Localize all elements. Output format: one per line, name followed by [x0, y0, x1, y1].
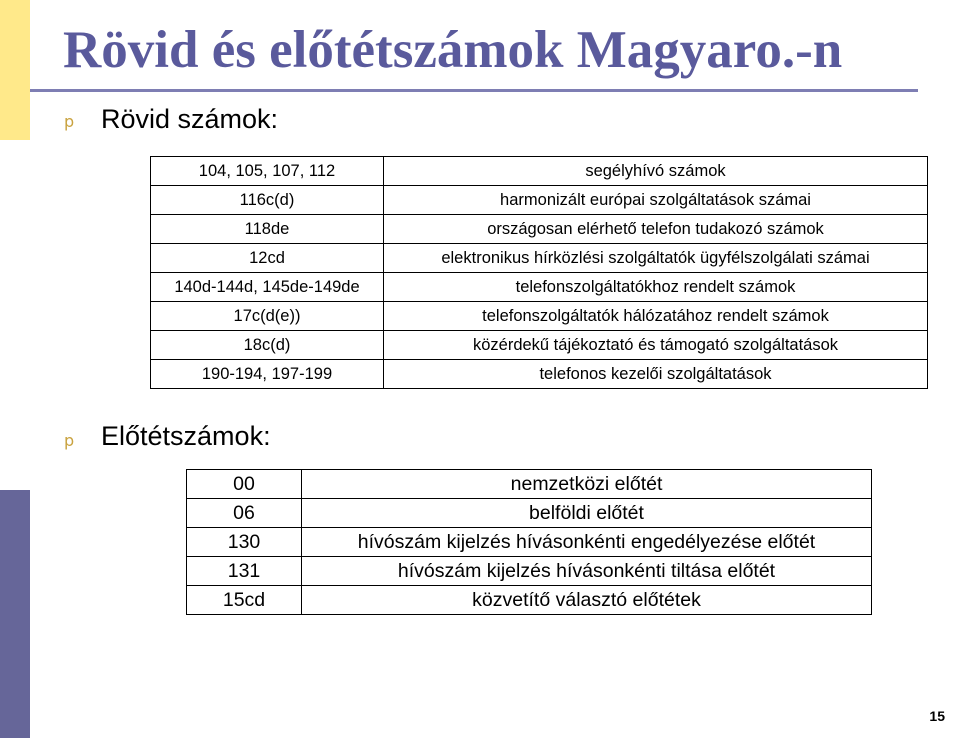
table-row — [151, 244, 928, 273]
table-row — [151, 157, 928, 186]
description-cell: belföldi előtét — [302, 499, 872, 528]
code-cell: 15cd — [187, 586, 302, 615]
table-row — [187, 499, 872, 528]
code-cell: 190-194, 197-199 — [151, 360, 384, 389]
short-numbers-heading: Rövid számok: — [101, 104, 279, 134]
bullet-marker: p — [64, 112, 75, 131]
side-bar-gap — [0, 140, 30, 490]
prefixes-table — [186, 469, 872, 615]
table-row — [151, 215, 928, 244]
table-row — [187, 528, 872, 557]
code-cell: 118de — [151, 215, 384, 244]
table-row — [151, 331, 928, 360]
code-cell: 06 — [187, 499, 302, 528]
description-cell: nemzetközi előtét — [302, 470, 872, 499]
table-row — [151, 186, 928, 215]
side-accent-bar — [0, 0, 30, 738]
code-cell: 116c(d) — [151, 186, 384, 215]
description-cell: közvetítő választó előtétek — [302, 586, 872, 615]
side-bar-purple-segment — [0, 490, 30, 738]
title-underline — [30, 89, 918, 92]
description-cell: hívószám kijelzés hívásonkénti engedélyezése előtét — [302, 528, 872, 557]
code-cell: 131 — [187, 557, 302, 586]
table-row — [151, 302, 928, 331]
slide-title: Rövid és előtétszámok Magyaro.-n — [63, 21, 843, 79]
description-cell: harmonizált európai szolgáltatások számai — [384, 186, 928, 215]
table-row — [187, 586, 872, 615]
table-row — [151, 360, 928, 389]
description-cell: telefonszolgáltatók hálózatához rendelt számok — [384, 302, 928, 331]
code-cell: 00 — [187, 470, 302, 499]
description-cell: országosan elérhető telefon tudakozó számok — [384, 215, 928, 244]
description-cell: segélyhívó számok — [384, 157, 928, 186]
side-bar-yellow-segment — [0, 0, 30, 140]
code-cell: 18c(d) — [151, 331, 384, 360]
table-row — [151, 273, 928, 302]
prefixes-heading: Előtétszámok: — [101, 421, 271, 451]
code-cell: 104, 105, 107, 112 — [151, 157, 384, 186]
bullet-marker: p — [64, 431, 75, 450]
table-row — [187, 557, 872, 586]
code-cell: 17c(d(e)) — [151, 302, 384, 331]
description-cell: elektronikus hírközlési szolgáltatók ügyfélszolgálati számai — [384, 244, 928, 273]
description-cell: hívószám kijelzés hívásonkénti tiltása előtét — [302, 557, 872, 586]
short-numbers-table — [150, 156, 928, 389]
description-cell: telefonos kezelői szolgáltatások — [384, 360, 928, 389]
page-number: 15 — [929, 708, 945, 724]
code-cell: 140d-144d, 145de-149de — [151, 273, 384, 302]
table-row — [187, 470, 872, 499]
code-cell: 12cd — [151, 244, 384, 273]
description-cell: közérdekű tájékoztató és támogató szolgáltatások — [384, 331, 928, 360]
description-cell: telefonszolgáltatókhoz rendelt számok — [384, 273, 928, 302]
code-cell: 130 — [187, 528, 302, 557]
